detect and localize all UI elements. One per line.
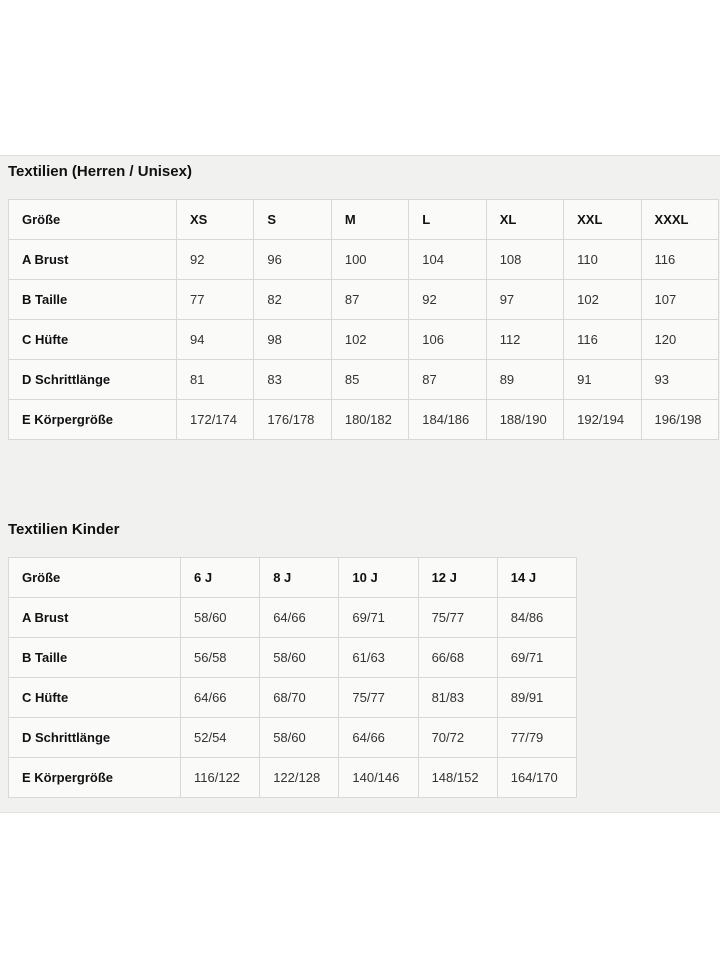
column-header: Größe	[9, 200, 177, 240]
row-label: A Brust	[9, 240, 177, 280]
size-value-cell: 140/146	[339, 758, 418, 798]
size-value-cell: 98	[254, 320, 331, 360]
herren-size-table	[8, 199, 719, 440]
size-value-cell: 180/182	[331, 400, 408, 440]
size-value-cell: 100	[331, 240, 408, 280]
table-row	[9, 280, 719, 320]
row-label: B Taille	[9, 638, 181, 678]
size-value-cell: 107	[641, 280, 718, 320]
size-value-cell: 64/66	[339, 718, 418, 758]
size-value-cell: 184/186	[409, 400, 486, 440]
header-row	[9, 558, 577, 598]
size-value-cell: 196/198	[641, 400, 718, 440]
size-value-cell: 89	[486, 360, 563, 400]
table-row	[9, 360, 719, 400]
size-value-cell: 81/83	[418, 678, 497, 718]
size-value-cell: 172/174	[177, 400, 254, 440]
column-header: 14 J	[497, 558, 576, 598]
table-row	[9, 758, 577, 798]
herren-section-title: Textilien (Herren / Unisex)	[8, 163, 192, 180]
size-value-cell: 69/71	[497, 638, 576, 678]
table-row	[9, 598, 577, 638]
table-row	[9, 400, 719, 440]
size-value-cell: 69/71	[339, 598, 418, 638]
size-value-cell: 89/91	[497, 678, 576, 718]
size-value-cell: 61/63	[339, 638, 418, 678]
column-header: 10 J	[339, 558, 418, 598]
size-value-cell: 66/68	[418, 638, 497, 678]
size-value-cell: 84/86	[497, 598, 576, 638]
size-value-cell: 83	[254, 360, 331, 400]
row-label: C Hüfte	[9, 320, 177, 360]
row-label: D Schrittlänge	[9, 360, 177, 400]
size-value-cell: 192/194	[564, 400, 641, 440]
size-value-cell: 92	[409, 280, 486, 320]
size-value-cell: 148/152	[418, 758, 497, 798]
table-row	[9, 718, 577, 758]
size-value-cell: 112	[486, 320, 563, 360]
size-value-cell: 106	[409, 320, 486, 360]
size-value-cell: 92	[177, 240, 254, 280]
kinder-size-table	[8, 557, 577, 798]
size-value-cell: 87	[409, 360, 486, 400]
row-label: B Taille	[9, 280, 177, 320]
size-value-cell: 93	[641, 360, 718, 400]
size-value-cell: 58/60	[260, 638, 339, 678]
size-value-cell: 94	[177, 320, 254, 360]
column-header: 12 J	[418, 558, 497, 598]
size-value-cell: 85	[331, 360, 408, 400]
size-value-cell: 164/170	[497, 758, 576, 798]
row-label: E Körpergröße	[9, 758, 181, 798]
size-value-cell: 77/79	[497, 718, 576, 758]
size-value-cell: 77	[177, 280, 254, 320]
column-header: XXL	[564, 200, 641, 240]
column-header: S	[254, 200, 331, 240]
size-value-cell: 102	[564, 280, 641, 320]
size-value-cell: 96	[254, 240, 331, 280]
column-header: Größe	[9, 558, 181, 598]
size-value-cell: 116	[564, 320, 641, 360]
table-row	[9, 240, 719, 280]
kinder-section-title: Textilien Kinder	[8, 521, 120, 538]
column-header: L	[409, 200, 486, 240]
size-value-cell: 64/66	[260, 598, 339, 638]
header-row	[9, 200, 719, 240]
size-value-cell: 102	[331, 320, 408, 360]
size-chart-panel	[0, 155, 720, 813]
size-value-cell: 91	[564, 360, 641, 400]
size-value-cell: 75/77	[418, 598, 497, 638]
size-value-cell: 122/128	[260, 758, 339, 798]
row-label: A Brust	[9, 598, 181, 638]
size-value-cell: 58/60	[260, 718, 339, 758]
size-value-cell: 116/122	[181, 758, 260, 798]
size-value-cell: 70/72	[418, 718, 497, 758]
size-value-cell: 110	[564, 240, 641, 280]
column-header: M	[331, 200, 408, 240]
size-value-cell: 58/60	[181, 598, 260, 638]
column-header: 6 J	[181, 558, 260, 598]
size-value-cell: 108	[486, 240, 563, 280]
row-label: C Hüfte	[9, 678, 181, 718]
table-row	[9, 638, 577, 678]
size-value-cell: 81	[177, 360, 254, 400]
size-value-cell: 64/66	[181, 678, 260, 718]
table-row	[9, 320, 719, 360]
size-value-cell: 188/190	[486, 400, 563, 440]
size-value-cell: 56/58	[181, 638, 260, 678]
column-header: XXXL	[641, 200, 718, 240]
size-value-cell: 176/178	[254, 400, 331, 440]
size-value-cell: 68/70	[260, 678, 339, 718]
size-value-cell: 87	[331, 280, 408, 320]
size-value-cell: 104	[409, 240, 486, 280]
size-value-cell: 116	[641, 240, 718, 280]
column-header: XL	[486, 200, 563, 240]
column-header: 8 J	[260, 558, 339, 598]
row-label: E Körpergröße	[9, 400, 177, 440]
size-value-cell: 120	[641, 320, 718, 360]
row-label: D Schrittlänge	[9, 718, 181, 758]
size-value-cell: 82	[254, 280, 331, 320]
column-header: XS	[177, 200, 254, 240]
size-value-cell: 97	[486, 280, 563, 320]
size-value-cell: 75/77	[339, 678, 418, 718]
size-value-cell: 52/54	[181, 718, 260, 758]
table-row	[9, 678, 577, 718]
